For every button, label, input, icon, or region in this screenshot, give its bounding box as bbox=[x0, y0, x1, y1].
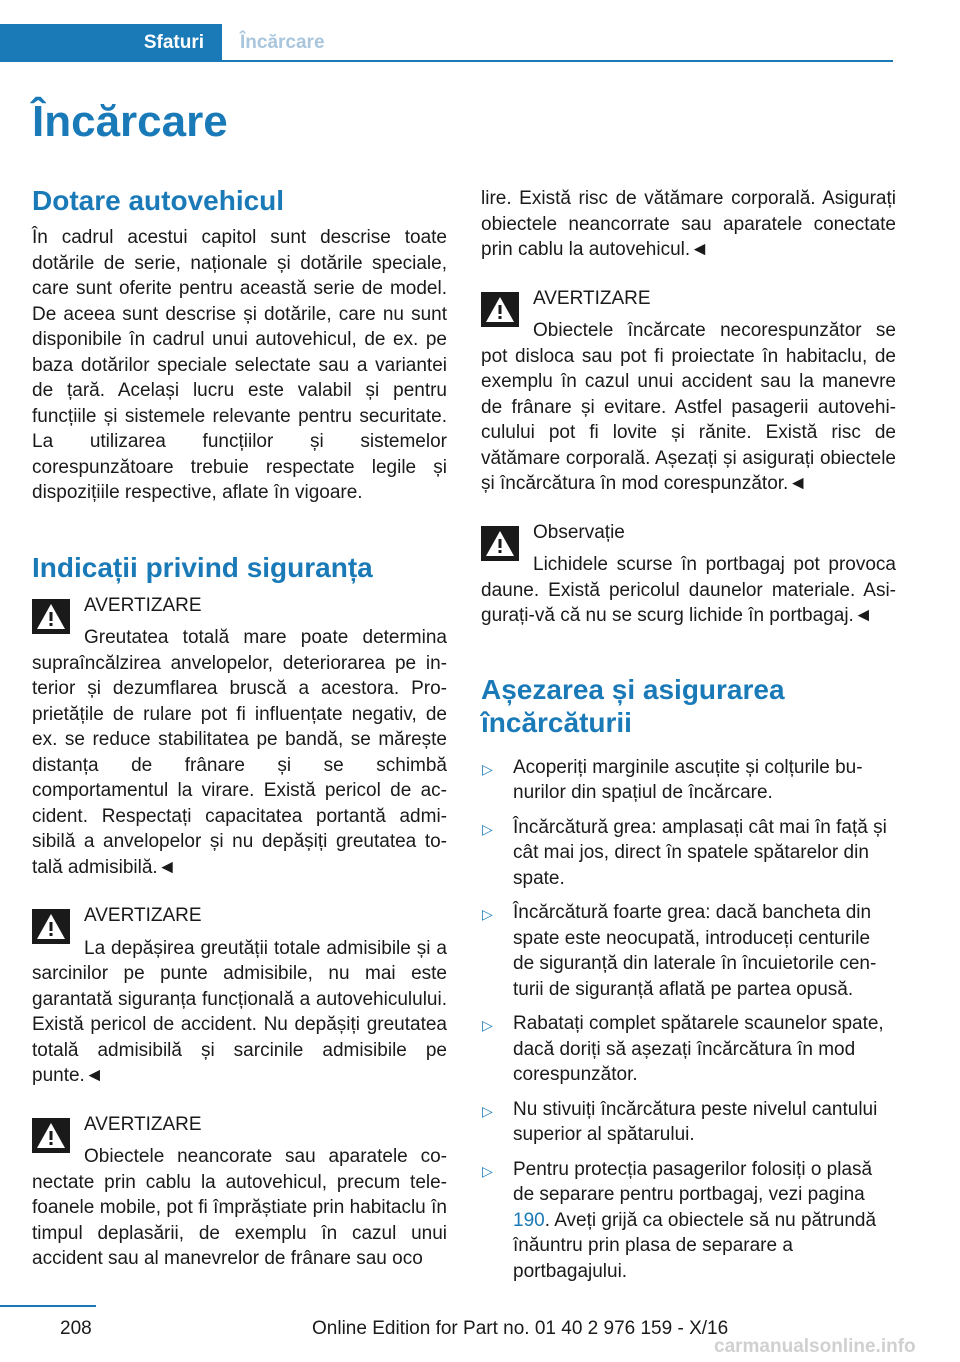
page-link[interactable]: 190 bbox=[513, 1209, 545, 1231]
warning-triangle-icon bbox=[32, 599, 70, 634]
tab-incarcare[interactable]: Încărcare bbox=[240, 32, 325, 53]
page-title: Încărcare bbox=[32, 97, 228, 146]
triangle-bullet-icon: ▷ bbox=[482, 1017, 493, 1033]
watermark: carmanualsonline.info bbox=[714, 1336, 916, 1357]
loading-tips-list bbox=[481, 755, 896, 1285]
triangle-bullet-icon: ▷ bbox=[482, 906, 493, 922]
list-item-text: Nu stivuiți încărcătura peste nivelul cantului superior al spătarului. bbox=[513, 1098, 878, 1145]
list-item bbox=[481, 900, 896, 1002]
note-text: Lichidele scurse în portbagaj pot provoca daune. Există pericolul daunelor materiale. Asigurați-vă că nu se scurg lichide în portbagaj.◄ bbox=[481, 554, 896, 626]
header-bar bbox=[0, 24, 893, 62]
warning-triangle-icon bbox=[32, 909, 70, 944]
list-item-text-after: . Aveți grijă ca obiectele să nu pătrundă înăuntru prin plasa de separare a portbagajului. bbox=[513, 1209, 877, 1282]
warning-label: AVERTIZARE bbox=[84, 594, 202, 616]
triangle-bullet-icon: ▷ bbox=[482, 760, 493, 777]
list-item bbox=[481, 1011, 896, 1088]
warning-block bbox=[32, 903, 447, 1089]
list-item bbox=[481, 815, 896, 892]
paragraph-dotare: În cadrul acestui capitol sunt descrise toate dotările de serie, naționale și dotările speciale, care sunt oferite pentru această serie de model. De aceea sunt descrise și dotările, care nu sunt disponibile în cadrul unui autovehicul, de ex. pe baza dotărilor speciale selectate sau a variantei de țară. Același lucru este valabil și pentru funcțiile și sistemele relevante pentru securitate. La utilizarea funcțiilor și sistemelor corespunzătoare trebuie respectate legile și dispozițiile respective, aflate în vigoare. bbox=[32, 227, 447, 503]
warning-label: AVERTIZARE bbox=[84, 905, 202, 926]
warning-triangle-icon bbox=[481, 526, 519, 561]
tab-sfaturi-label: Sfaturi bbox=[143, 32, 204, 53]
list-item bbox=[481, 1097, 896, 1148]
tab-sfaturi[interactable] bbox=[0, 24, 222, 60]
triangle-bullet-icon: ▷ bbox=[482, 1162, 493, 1179]
warning-label: AVERTIZARE bbox=[533, 287, 651, 309]
list-item-text: Încărcătură foarte grea: dacă bancheta din spate este neocupată, introduceți centurile de siguranță din laterale în încuietorile centurii de siguranță aflată pe partea opusă. bbox=[513, 902, 877, 1000]
heading-asezarea-incarcaturii: Așezarea și asigurarea încărcăturii bbox=[481, 673, 785, 738]
warning-triangle-icon bbox=[32, 1118, 70, 1153]
warning-block bbox=[32, 1112, 447, 1272]
footer-rule bbox=[0, 1305, 96, 1307]
right-column bbox=[481, 186, 896, 1293]
warning-text: Obiectele neancorate sau aparatele conectate prin cablu la autovehicul, precum telefoanele mobile, pot fi împrăștiate prin habitaclu în timpul deplasării, de exemplu în cazul unui accident sau al manevrelor de frânare sau oco bbox=[32, 1146, 447, 1269]
list-item bbox=[481, 755, 896, 806]
page-number: 208 bbox=[60, 1318, 92, 1339]
triangle-bullet-icon: ▷ bbox=[482, 820, 493, 837]
list-item bbox=[481, 1157, 896, 1285]
warning-triangle-icon bbox=[481, 292, 519, 327]
warning-block bbox=[481, 286, 896, 497]
heading-dotare-autovehicul: Dotare autovehicul bbox=[32, 185, 285, 216]
edition-text: Online Edition for Part no. 01 40 2 976 159 - X/16 bbox=[312, 1318, 729, 1339]
list-item-text-before: Pentru protecția pasagerilor folosiți o plasă de separare pentru portbagaj, vezi pagina bbox=[513, 1158, 873, 1205]
paragraph-continuation: lire. Există risc de vătămare corporală. Asigurați obiectele neancorrate sau aparatele conectate prin cablu la autovehicul.◄ bbox=[481, 188, 896, 260]
warning-text: La depășirea greutății totale admisibile și a sarcinilor pe punte admisibile, nu mai este garantată siguranța funcțională a autovehiculului. Există pericol de accident. Nu depășiți greutatea totală admisibilă și sarcinile admisibile pe punte.◄ bbox=[32, 937, 447, 1086]
note-label: Observație bbox=[533, 521, 625, 543]
warning-text: Greutatea totală mare poate determina supraîncălzirea anvelopelor, deteriorarea pe interior și dezumflarea bruscă a acestora. Proprietățile de rulare pot fi influențate negativ, de ex. se reduce stabilitatea pe bandă, se mărește distanța de frânare și se schimbă comportamentul la virare. Există pericol de accident. Respectați capacitatea portantă admisibilă a anvelopelor și nu depășiți greutatea totală admisibilă.◄ bbox=[32, 627, 447, 878]
list-item-text: Acoperiți marginile ascuțite și colțurile bunurilor din spațiul de încărcare. bbox=[513, 756, 863, 803]
left-column bbox=[32, 184, 447, 1272]
triangle-bullet-icon: ▷ bbox=[482, 1102, 493, 1119]
warning-text: Obiectele încărcate necorespunzător se pot disloca sau pot fi proiectate în habitaclu, de exemplu în cazul unui accident sau la manevre de frânare și evitare. Astfel pasagerii autovehiculului pot fi lovite și rănite. Există risc de vătămare corporală. Așezați și asigurați obiectele și încărcătura în mod corespunzător.◄ bbox=[481, 320, 896, 494]
warning-block bbox=[32, 593, 447, 881]
heading-indicatii-siguranta: Indicații privind siguranța bbox=[32, 551, 373, 583]
warning-label: AVERTIZARE bbox=[84, 1113, 202, 1135]
list-item-text: Rabatați complet spătarele scaunelor spate, dacă doriți să așezați încărcătura în mod corespunzător. bbox=[513, 1013, 884, 1085]
list-item-text: Încărcătură grea: amplasați cât mai în față și cât mai jos, direct în spatele spătarelor din spate. bbox=[513, 816, 887, 889]
note-block bbox=[481, 520, 896, 629]
